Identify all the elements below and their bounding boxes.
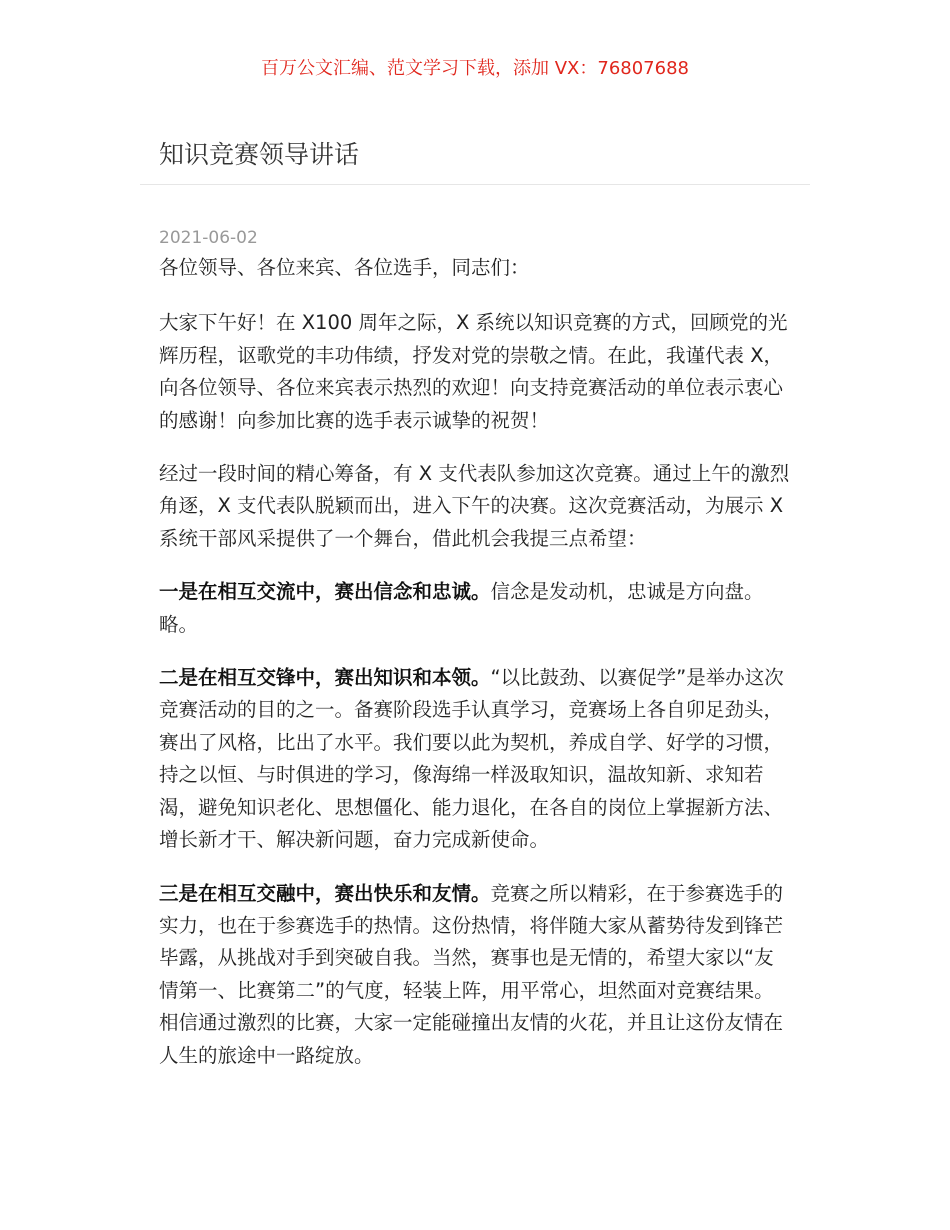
greeting: 各位领导、各位来宾、各位选手，同志们： [159, 256, 530, 279]
paragraph-text: “以比鼓劲、以赛促学”是举办这次竞赛活动的目的之一。备赛阶段选手认真学习，竞赛场上各自卯足劲头，赛出了风格，比出了水平。我们要以此为契机，养成自学、好学的习惯，持之以恒、与时俱进的学习，像海绵一样汲取知识，温故知新、求知若渴，避免知识老化、思想僵化、能力退化，在各自的岗位上掌握新方法、增长新才干、解决新问题，奋力完成新使命。 [159, 666, 784, 852]
paragraph-text: 信念是发动机，忠诚是方向盘。略。 [159, 580, 764, 636]
paragraph [159, 662, 793, 856]
article-body [159, 252, 793, 1093]
paragraph-text: 竞赛之所以精彩，在于参赛选手的实力，也在于参赛选手的热情。这份热情，将伴随大家从蓄势待发到锋芒毕露，从挑战对手到突破自我。当然，赛事也是无情的，希望大家以“友情第一、比赛第二”的气度，轻装上阵，用平常心，坦然面对竞赛结果。相信通过激烈的比赛，大家一定能碰撞出友情的火花，并且让这份友情在人生的旅途中一路绽放。 [159, 881, 784, 1067]
paragraph-text: 经过一段时间的精心筹备，有 X 支代表队参加这次竞赛。通过上午的激烈角逐，X 支代表队脱颖而出，进入下午的决赛。这次竞赛活动，为展示 X 系统干部风采提供了一个舞台，借此机会我提三点希望： [159, 462, 790, 550]
paragraph [159, 458, 793, 555]
paragraph-text: 大家下午好！在 X100 周年之际，X 系统以知识竞赛的方式，回顾党的光辉历程，讴歌党的丰功伟绩，抒发对党的崇敬之情。在此，我谨代表 X，向各位领导、各位来宾表示热烈的欢迎！向支持竞赛活动的单位表示衷心的感谢！向参加比赛的选手表示诚挚的祝贺！ [159, 311, 788, 432]
publish-date: 2021-06-02 [159, 228, 258, 248]
article-title: 知识竞赛领导讲话 [159, 140, 360, 169]
paragraph [159, 307, 793, 437]
paragraph-heading: 二是在相互交锋中，赛出知识和本领。 [159, 666, 491, 690]
paragraph [159, 576, 793, 641]
paragraph-heading: 一是在相互交流中，赛出信念和忠诚。 [159, 580, 491, 604]
paragraph [159, 878, 793, 1072]
title-divider [140, 184, 810, 185]
paragraph-heading: 三是在相互交融中，赛出快乐和友情。 [159, 881, 491, 905]
watermark-banner: 百万公文汇编、范文学习下载，添加 VX：76807688 [261, 58, 689, 79]
